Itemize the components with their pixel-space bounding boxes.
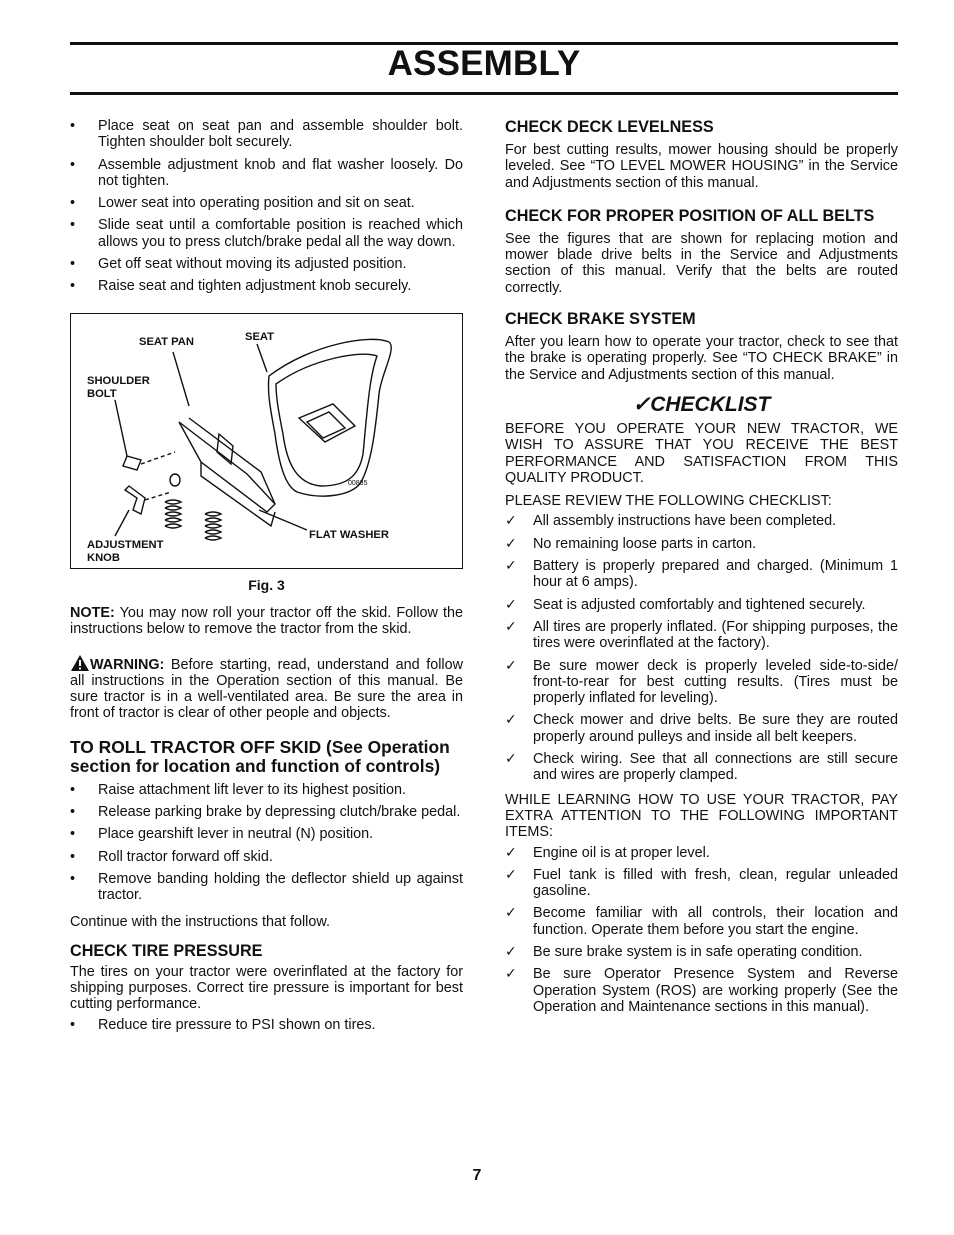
- list-item: • Raise attachment lift lever to its highest position.: [70, 782, 463, 798]
- checklist-items: [505, 513, 898, 783]
- check-icon: ✓: [505, 751, 517, 768]
- part-code: 00835: [348, 479, 368, 487]
- brake-text: After you learn how to operate your tractor, check to see that the brake is operating properly. See “TO CHECK BRAKE” in the Service and Adjustments section of this manual.: [505, 334, 898, 383]
- continue-text: Continue with the instructions that follow.: [70, 913, 330, 930]
- check-icon: ✓: [505, 844, 517, 861]
- list-item: • Raise seat and tighten adjustment knob securely.: [70, 278, 463, 294]
- list-item: • Reduce tire pressure to PSI shown on tires.: [70, 1017, 463, 1033]
- adjustment-knob-label-2: KNOB: [87, 551, 120, 564]
- flat-washer-label: FLAT WASHER: [309, 528, 389, 541]
- checklist-item: ✓ No remaining loose parts in carton.: [505, 535, 757, 552]
- check-icon: ✓: [505, 618, 517, 635]
- seat-assembly-figure: [70, 313, 463, 569]
- warning-text: Before starting, read, understand and follow all instructions in the Operation section of this manual. Be sure tractor is in a well-ventilated area. Be sure the area in front of tractor is clear of other people and objects.: [70, 656, 463, 722]
- tire-pressure-text: The tires on your tractor were overinflated at the factory for shipping purposes. Correct tire pressure is important for best cutting performance.: [70, 963, 463, 1013]
- checklist-item: ✓ Fuel tank is filled with fresh, clean, regular unleaded gasoline.: [505, 866, 898, 900]
- list-item: • Slide seat until a comfortable position is reached which allows you to press clutch/brake pedal all the way down.: [70, 217, 463, 250]
- list-item: • Assemble adjustment knob and flat washer loosely. Do not tighten.: [70, 157, 463, 190]
- page-number: 7: [472, 1167, 482, 1184]
- deck-level-heading: CHECK DECK LEVELNESS: [505, 118, 714, 136]
- seat-assembly-illustration: [71, 314, 462, 568]
- note-text: You may now roll your tractor off the skid. Follow the instructions below to remove the tractor from the skid.: [70, 604, 463, 638]
- seat-label: SEAT: [245, 330, 275, 343]
- list-item: • Place gearshift lever in neutral (N) position.: [70, 826, 463, 842]
- checklist-item: ✓ Battery is properly prepared and charged. (Minimum 1 hour at 6 amps).: [505, 558, 898, 591]
- checklist-item: ✓ Check wiring. See that all connections are still secure and wires are properly clamped.: [505, 751, 898, 784]
- checklist-item: ✓ Become familiar with all controls, their location and function. Operate them before you start the engine.: [505, 905, 898, 938]
- belts-heading: CHECK FOR PROPER POSITION OF ALL BELTS: [505, 206, 875, 225]
- deck-level-text: For best cutting results, mower housing should be properly leveled. See “TO LEVEL MOWER HOUSING” in the Service and Adjustments section of this manual.: [505, 142, 898, 191]
- page-title: ASSEMBLY: [387, 44, 581, 83]
- seat-pan-label: SEAT PAN: [139, 335, 194, 348]
- brake-heading: CHECK BRAKE SYSTEM: [505, 310, 696, 329]
- checklist-heading: ✓CHECKLIST: [632, 392, 771, 416]
- check-icon: ✓: [505, 866, 517, 883]
- check-icon: ✓: [505, 712, 517, 729]
- learning-items: [505, 845, 898, 1016]
- shoulder-bolt-label-2: BOLT: [87, 387, 117, 400]
- roll-off-steps-list: [70, 782, 463, 904]
- checklist-item: ✓ Engine oil is at proper level.: [505, 844, 710, 861]
- checklist-item: ✓ Seat is adjusted comfortably and tightened securely.: [505, 596, 866, 613]
- tire-pressure-heading: CHECK TIRE PRESSURE: [70, 941, 263, 960]
- figure-caption: Fig. 3: [248, 576, 285, 593]
- warning-paragraph: [70, 654, 463, 722]
- checklist-item: ✓ Be sure mower deck is properly leveled side-to-side/ front-to-rear for best cutting results. (Tires must be properly inflated for leveling).: [505, 657, 898, 707]
- belts-text: See the figures that are shown for replacing motion and mower blade drive belts in the Service and Adjustments section of this manual. Verify that the belts are routed correctly.: [505, 230, 898, 296]
- checklist-intro: BEFORE YOU OPERATE YOUR NEW TRACTOR, WE WISH TO ASSURE THAT YOU RECEIVE THE BEST PERFORMANCE AND SATISFACTION FROM THIS QUALITY PRODUCT.: [505, 420, 898, 486]
- check-icon: ✓: [505, 657, 517, 674]
- title-rule: [70, 92, 898, 95]
- check-icon: ✓: [505, 535, 517, 552]
- checklist-item: ✓ Be sure brake system is in safe operating condition.: [505, 943, 863, 960]
- check-icon: ✓: [505, 943, 517, 960]
- list-item: • Lower seat into operating position and sit on seat.: [70, 195, 463, 211]
- left-column: [70, 118, 463, 1039]
- check-icon: ✓: [505, 966, 517, 983]
- check-icon: ✓: [505, 558, 517, 575]
- check-icon: ✓: [505, 596, 517, 613]
- adjustment-knob-label-1: ADJUSTMENT: [87, 538, 164, 551]
- checklist-item: ✓ All assembly instructions have been completed.: [505, 513, 837, 530]
- warning-label: WARNING:: [90, 656, 165, 673]
- checklist-item: ✓ Check mower and drive belts. Be sure they are routed properly around pulleys and inside all belt keepers.: [505, 712, 898, 745]
- list-item: • Remove banding holding the deflector shield up against tractor.: [70, 871, 463, 904]
- list-item: • Get off seat without moving its adjusted position.: [70, 256, 463, 272]
- check-icon: ✓: [505, 513, 517, 530]
- tire-pressure-steps-list: [70, 1017, 463, 1033]
- learning-intro: WHILE LEARNING HOW TO USE YOUR TRACTOR, PAY EXTRA ATTENTION TO THE FOLLOWING IMPORTANT ITEMS:: [505, 791, 898, 841]
- seat-steps-list: [70, 118, 463, 295]
- right-column: [505, 118, 898, 1021]
- list-item: • Roll tractor forward off skid.: [70, 849, 463, 865]
- roll-off-heading: TO ROLL TRACTOR OFF SKID (See Operation section for location and function of controls): [70, 736, 450, 776]
- list-item: • Place seat on seat pan and assemble shoulder bolt. Tighten shoulder bolt securely.: [70, 118, 463, 151]
- checklist-review: PLEASE REVIEW THE FOLLOWING CHECKLIST:: [505, 493, 832, 510]
- shoulder-bolt-label-1: SHOULDER: [87, 374, 150, 387]
- check-icon: ✓: [505, 905, 517, 922]
- note-paragraph: [70, 605, 463, 638]
- list-item: • Release parking brake by depressing clutch/brake pedal.: [70, 804, 463, 820]
- note-label: NOTE:: [70, 604, 115, 621]
- checklist-item: ✓ All tires are properly inflated. (For shipping purposes, the tires were overinflated at the factory).: [505, 618, 898, 652]
- checklist-item: ✓ Be sure Operator Presence System and Reverse Operation System (ROS) are working properly (See the Operation and Maintenance sections in this manual).: [505, 966, 898, 1015]
- warning-icon: [70, 654, 90, 672]
